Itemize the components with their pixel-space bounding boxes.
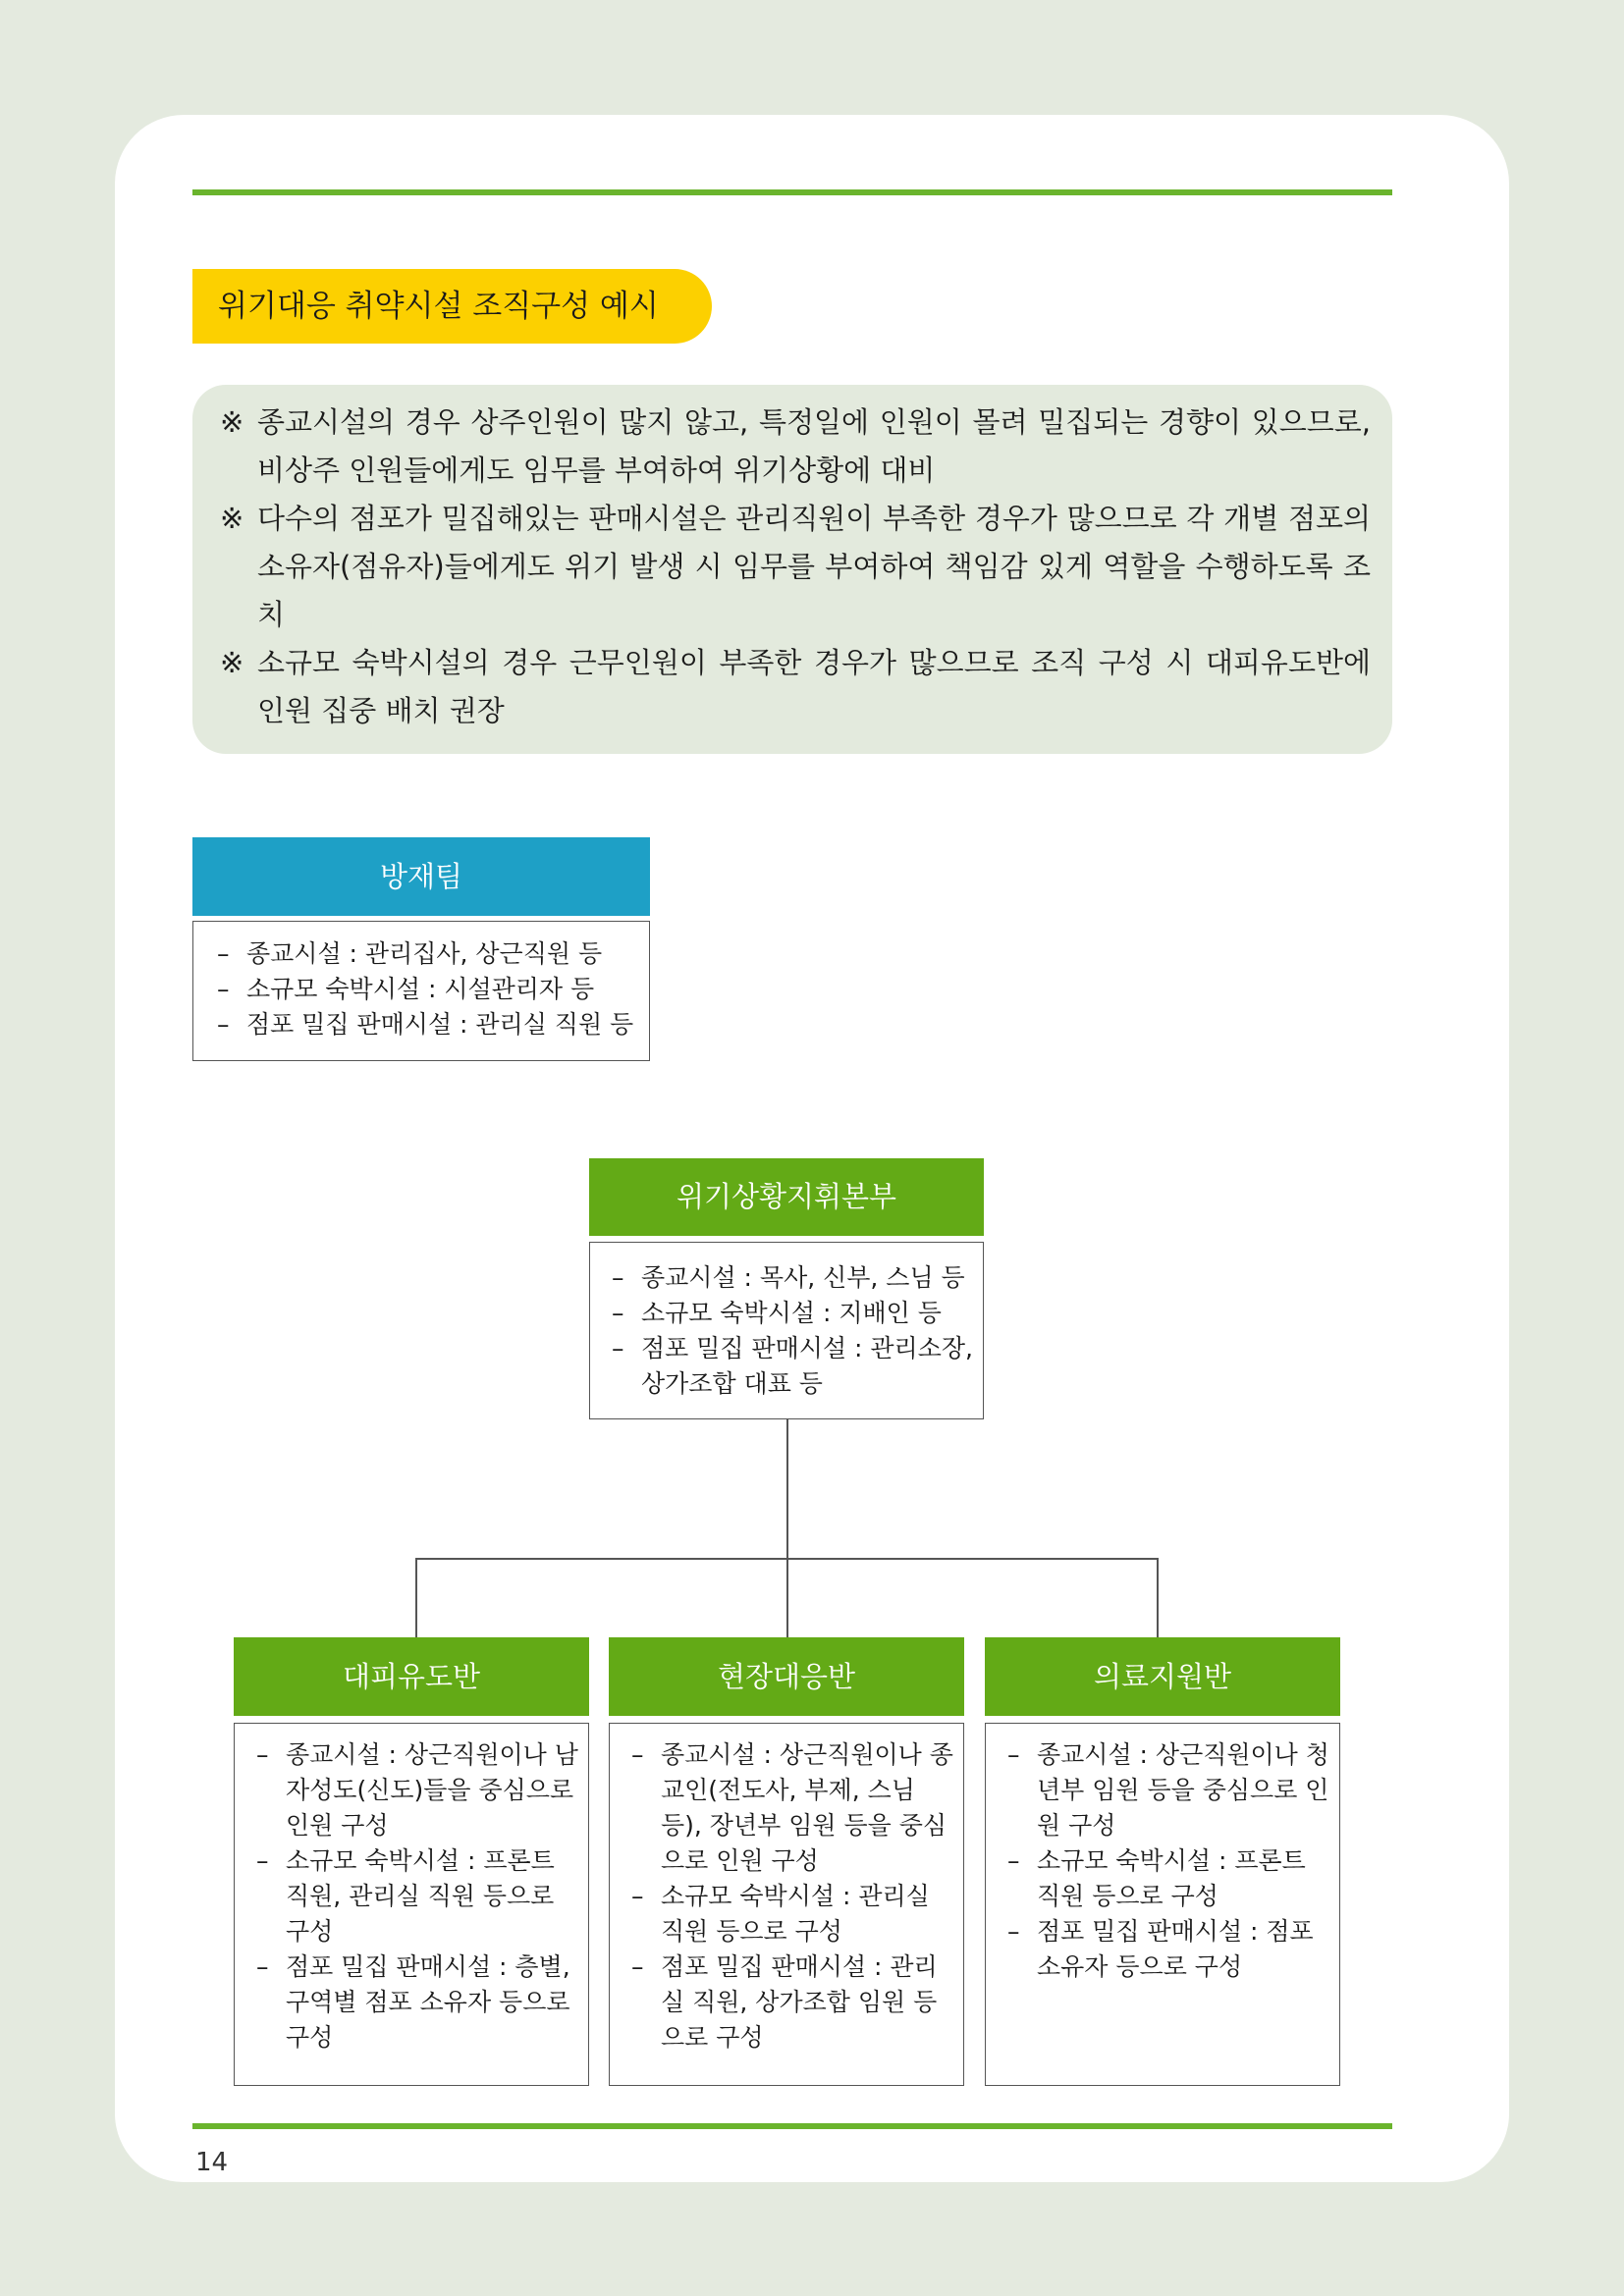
evacuation-team-body (234, 1723, 589, 2086)
connector-vertical-main (786, 1419, 788, 1559)
list-item (631, 1949, 955, 2056)
item-text: 점포 밀집 판매시설 : 점포 소유자 등으로 구성 (1037, 1917, 1314, 1981)
list-item (612, 1260, 973, 1296)
field-response-team-header: 현장대응반 (609, 1637, 964, 1716)
bottom-rule (192, 2123, 1392, 2129)
note-text: 종교시설의 경우 상주인원이 많지 않고, 특정일에 인원이 몰려 밀집되는 경향이 있으므로, 비상주 인원들에게도 임무를 부여하여 위기상황에 대비 (257, 405, 1371, 487)
item-text: 점포 밀집 판매시설 : 관리소장, 상가조합 대표 등 (641, 1334, 973, 1398)
item-text: 종교시설 : 목사, 신부, 스님 등 (641, 1263, 965, 1292)
list-item (1007, 1914, 1331, 1985)
note-item (220, 639, 1371, 735)
note-mark: ※ (220, 405, 244, 439)
dash-mark: – (612, 1299, 624, 1327)
disaster-team-header: 방재팀 (192, 837, 650, 916)
item-text: 종교시설 : 관리집사, 상근직원 등 (246, 939, 603, 968)
item-text: 소규모 숙박시설 : 프론트 직원, 관리실 직원 등으로 구성 (286, 1846, 555, 1946)
item-text: 점포 밀집 판매시설 : 관리실 직원 등 (246, 1010, 634, 1039)
dash-mark: – (1007, 1917, 1020, 1946)
dash-mark: – (631, 1952, 644, 1981)
note-mark: ※ (220, 646, 244, 679)
list-item (612, 1331, 973, 1402)
field-response-team-body (609, 1723, 964, 2086)
list-item (1007, 1737, 1331, 1843)
list-item (217, 936, 639, 972)
list-item (1007, 1843, 1331, 1914)
dash-mark: – (612, 1263, 624, 1292)
top-rule (192, 189, 1392, 195)
list-item (256, 1843, 580, 1949)
list-item (631, 1879, 955, 1949)
notes-box (192, 385, 1392, 754)
list-item (217, 1007, 639, 1042)
item-text: 점포 밀집 판매시설 : 층별, 구역별 점포 소유자 등으로 구성 (286, 1952, 570, 2052)
note-text: 다수의 점포가 밀집해있는 판매시설은 관리직원이 부족한 경우가 많으므로 각 개별 점포의 소유자(점유자)들에게도 위기 발생 시 임무를 부여하여 책임감 있게 역할을 수행하도록 조치 (257, 502, 1371, 631)
dash-mark: – (217, 975, 230, 1003)
list-item (256, 1949, 580, 2056)
dash-mark: – (1007, 1740, 1020, 1769)
dash-mark: – (256, 1846, 269, 1875)
item-text: 종교시설 : 상근직원이나 종교인(전도사, 부제, 스님 등), 장년부 임원 등을 중심으로 인원 구성 (661, 1740, 953, 1875)
note-item (220, 495, 1371, 639)
section-title: 위기대응 취약시설 조직구성 예시 (192, 269, 712, 344)
dash-mark: – (1007, 1846, 1020, 1875)
item-text: 소규모 숙박시설 : 지배인 등 (641, 1299, 942, 1327)
item-text: 소규모 숙박시설 : 시설관리자 등 (246, 975, 595, 1003)
dash-mark: – (217, 1010, 230, 1039)
dash-mark: – (256, 1740, 269, 1769)
item-text: 점포 밀집 판매시설 : 관리실 직원, 상가조합 임원 등으로 구성 (661, 1952, 938, 2052)
item-text: 소규모 숙박시설 : 관리실 직원 등으로 구성 (661, 1882, 930, 1946)
medical-team-body (985, 1723, 1340, 2086)
disaster-team-body (192, 921, 650, 1061)
list-item (217, 972, 639, 1007)
item-text: 소규모 숙박시설 : 프론트 직원 등으로 구성 (1037, 1846, 1306, 1910)
note-item (220, 399, 1371, 495)
list-item (612, 1296, 973, 1331)
note-mark: ※ (220, 502, 244, 535)
dash-mark: – (631, 1740, 644, 1769)
medical-team-header: 의료지원반 (985, 1637, 1340, 1716)
evacuation-team-header: 대피유도반 (234, 1637, 589, 1716)
connector-center (786, 1558, 788, 1637)
connector-right (1157, 1558, 1159, 1637)
item-text: 종교시설 : 상근직원이나 남자성도(신도)들을 중심으로 인원 구성 (286, 1740, 578, 1840)
item-text: 종교시설 : 상근직원이나 청년부 임원 등을 중심으로 인원 구성 (1037, 1740, 1329, 1840)
dash-mark: – (612, 1334, 624, 1362)
connector-left (415, 1558, 417, 1637)
dash-mark: – (256, 1952, 269, 1981)
hq-body (589, 1242, 984, 1419)
hq-header: 위기상황지휘본부 (589, 1158, 984, 1236)
note-text: 소규모 숙박시설의 경우 근무인원이 부족한 경우가 많으므로 조직 구성 시 대피유도반에 인원 집중 배치 권장 (257, 646, 1371, 727)
list-item (256, 1737, 580, 1843)
list-item (631, 1737, 955, 1879)
dash-mark: – (217, 939, 230, 968)
page-number: 14 (195, 2148, 229, 2177)
dash-mark: – (631, 1882, 644, 1910)
